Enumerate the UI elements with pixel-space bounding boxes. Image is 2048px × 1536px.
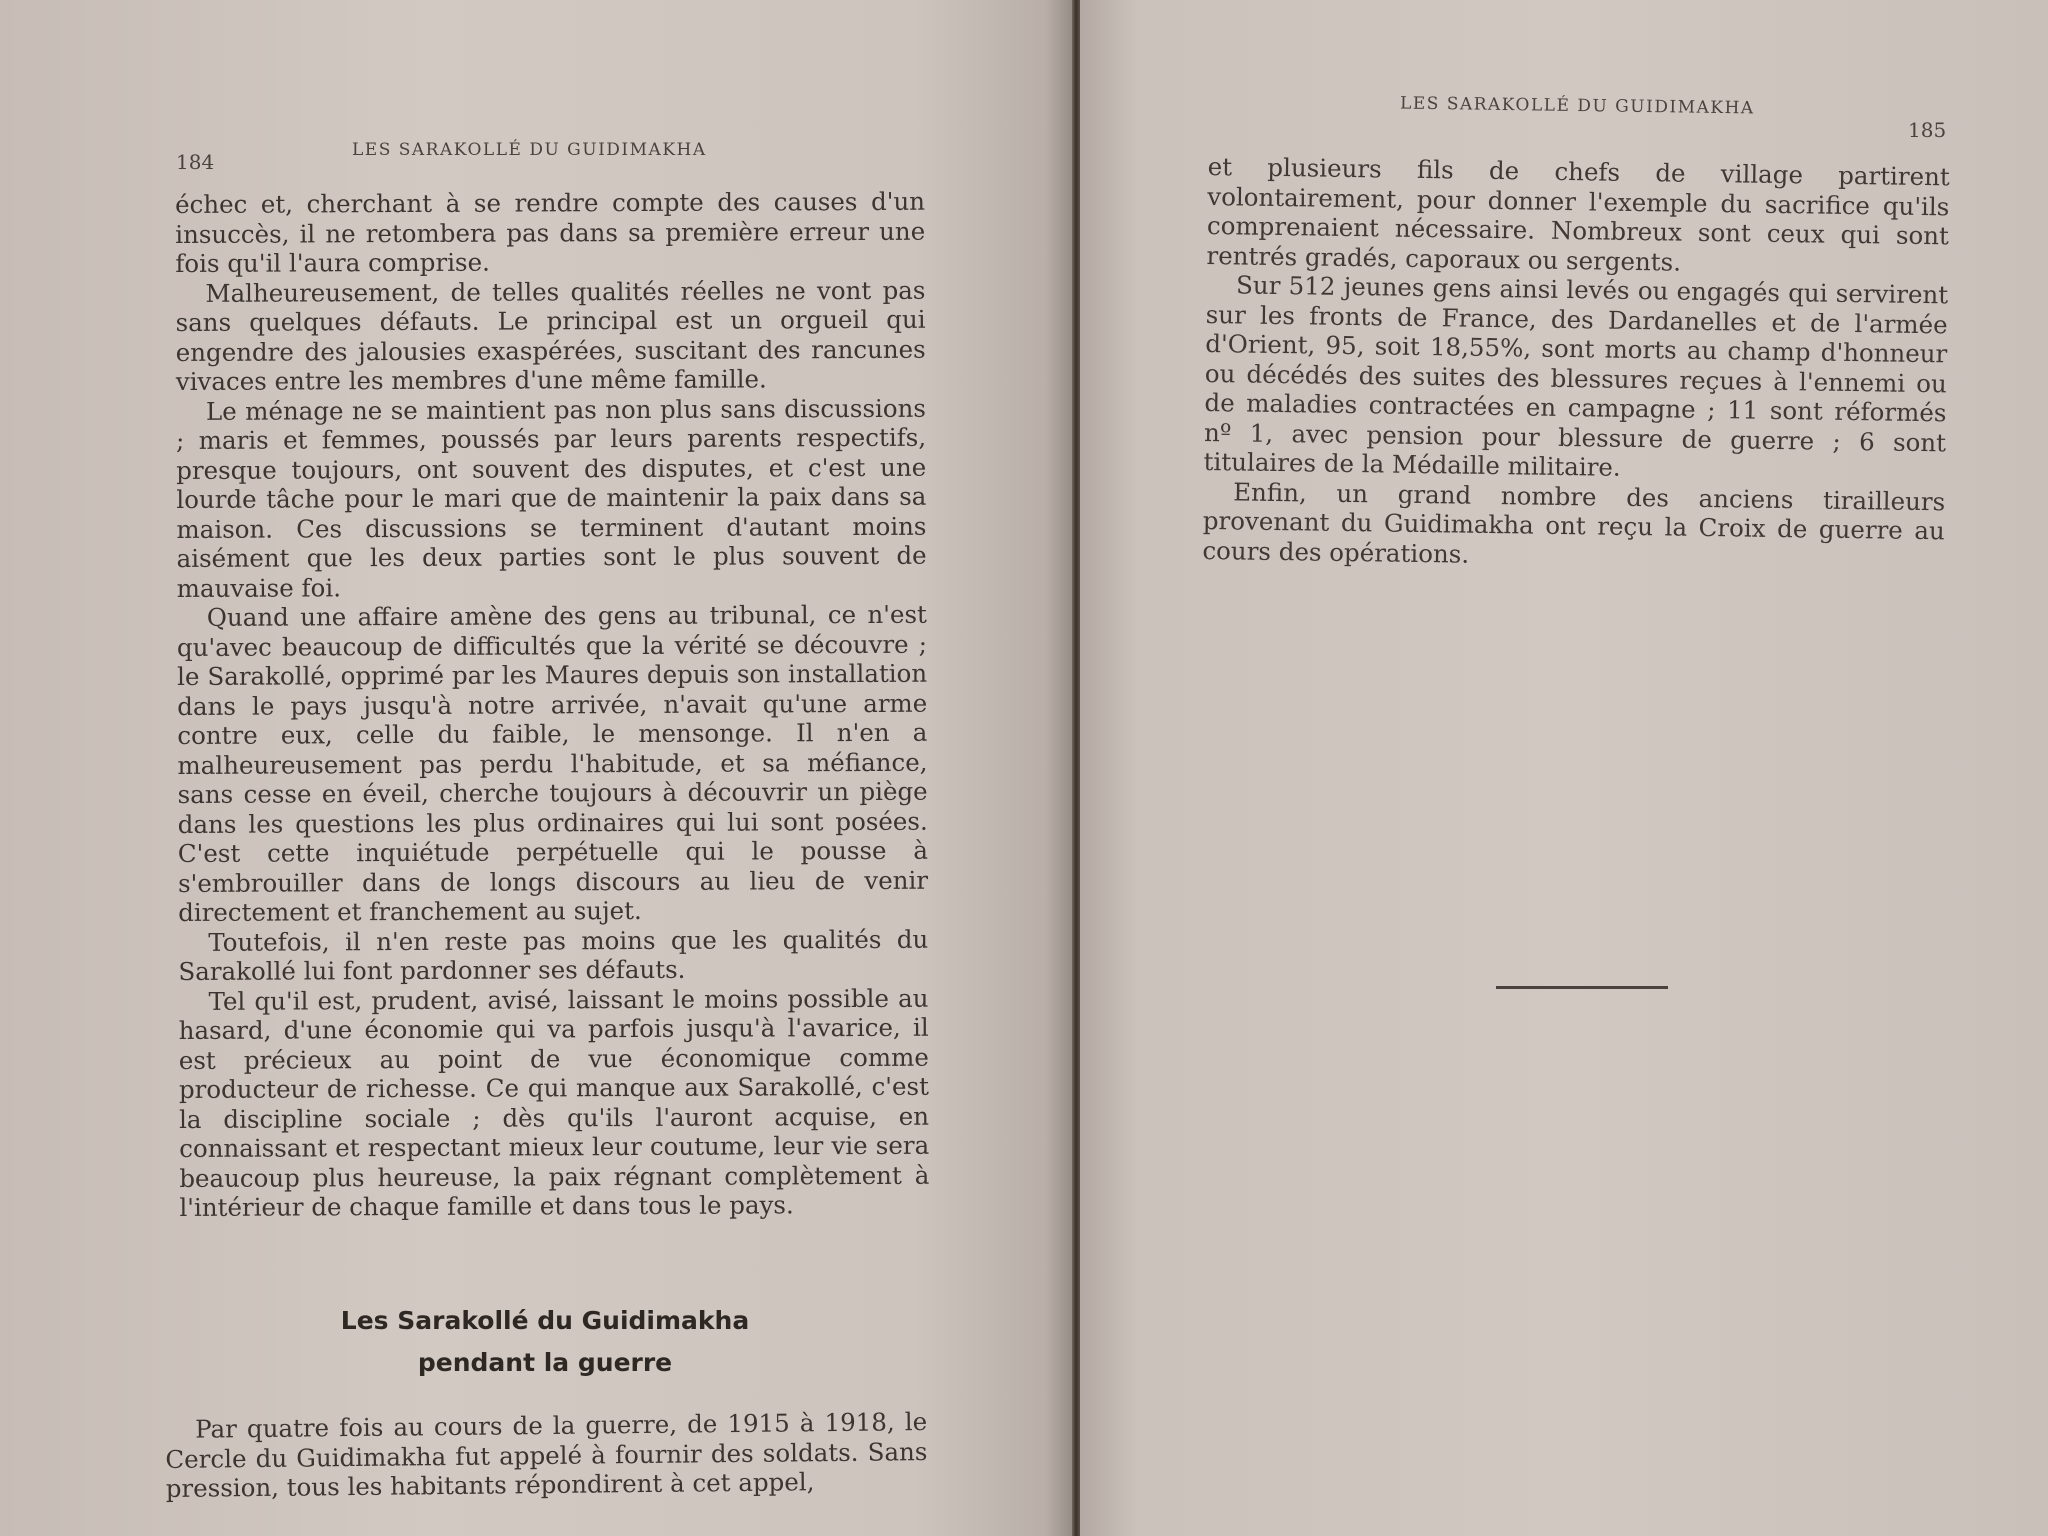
paragraph: Le ménage ne se maintient pas non plus sans discussions ; maris et femmes, poussés par leurs parents respectifs, presque toujours, ont souvent des disputes, et c'est une lourde tâche pour le mari que de maintenir la paix dans sa maison. Ces discussions se terminent d'autant moins aisément que les deux parties sont le plus souvent de mauvaise foi. — [176, 393, 927, 603]
section-heading-line-1: Les Sarakollé du Guidimakha — [340, 1306, 750, 1335]
right-running-head: LES SARAKOLLÉ DU GUIDIMAKHA — [1399, 93, 1755, 119]
section-heading-line-2: pendant la guerre — [417, 1348, 673, 1377]
section-body — [165, 1407, 928, 1503]
paragraph: Enfin, un grand nombre des anciens tirailleurs provenant du Guidimakha ont reçu la Croix de guerre au cours des opérations. — [1202, 476, 1946, 569]
left-page-number: 184 — [176, 150, 215, 174]
paragraph: Sur 512 jeunes gens ainsi levés ou engagés qui servirent sur les fronts de France, des Dardanelles et de l'armée d'Orient, 95, soit 18,55%, sont morts au champ d'honneur ou décédés des suites des blessures reçues à l'ennemi ou de maladies contractées en campagne ; 11 sont réformés nº 1, avec pension pour blessure de guerre ; 6 sont titulaires de la Médaille militaire. — [1203, 270, 1949, 482]
paragraph: Quand une affaire amène des gens au tribunal, ce n'est qu'avec beaucoup de difficultés que la vérité se découvre ; le Sarakollé, opprimé par les Maures depuis son installation dans le pays jusqu'à notre arrivée, n'avait qu'une arme contre eux, celle du faible, le mensonge. Il n'en a malheureusement pas perdu l'habitude, et sa méfiance, sans cesse en éveil, cherche toujours à découvrir un piège dans les questions les plus ordinaires qui lui sont posées. C'est cette inquiétude perpétuelle qui le pousse à s'embrouiller dans de longs discours au lieu de venir directement et franchement au sujet. — [176, 599, 929, 927]
left-page-body — [175, 187, 929, 1223]
paragraph: et plusieurs fils de chefs de village partirent volontairement, pour donner l'exemple du sacrifice qu'ils comprenaient nécessaire. Nombreux sont ceux qui sont rentrés gradés, caporaux ou sergents. — [1206, 152, 1950, 277]
right-page-body — [1202, 152, 1950, 575]
paragraph: Malheureusement, de telles qualités réelles ne vont pas sans quelques défauts. Le principal est un orgueil qui engendre des jalousies exaspérées, suscitant des rancunes vivaces entre les membres d'une même famille. — [175, 275, 926, 396]
right-page — [1080, 0, 2048, 1536]
chapter-end-rule — [1496, 986, 1668, 989]
left-running-head: LES SARAKOLLÉ DU GUIDIMAKHA — [352, 140, 707, 160]
book-gutter — [1072, 0, 1080, 1536]
right-page-number: 185 — [1908, 118, 1947, 142]
paragraph: Tel qu'il est, prudent, avisé, laissant le moins possible au hasard, d'une économie qui va parfois jusqu'à l'avarice, il est précieux au point de vue économique comme producteur de richesse. Ce qui manque aux Sarakollé, c'est la discipline sociale ; dès qu'ils l'auront acquise, en connaissant et respectant mieux leur coutume, leur vie sera beaucoup plus heureuse, la paix régnant complètement à l'intérieur de chaque famille et dans tous le pays. — [178, 983, 930, 1222]
paragraph: Par quatre fois au cours de la guerre, de 1915 à 1918, le Cercle du Guidimakha fut appelé à fournir des soldats. Sans pression, tous les habitants répondirent à cet appel, — [165, 1407, 928, 1503]
paragraph: Toutefois, il n'en reste pas moins que les qualités du Sarakollé lui font pardonner ses défauts. — [178, 924, 929, 986]
paragraph: échec et, cherchant à se rendre compte des causes d'un insuccès, il ne retombera pas dans sa première erreur une fois qu'il l'aura comprise. — [175, 186, 926, 278]
section-heading — [175, 1300, 915, 1384]
